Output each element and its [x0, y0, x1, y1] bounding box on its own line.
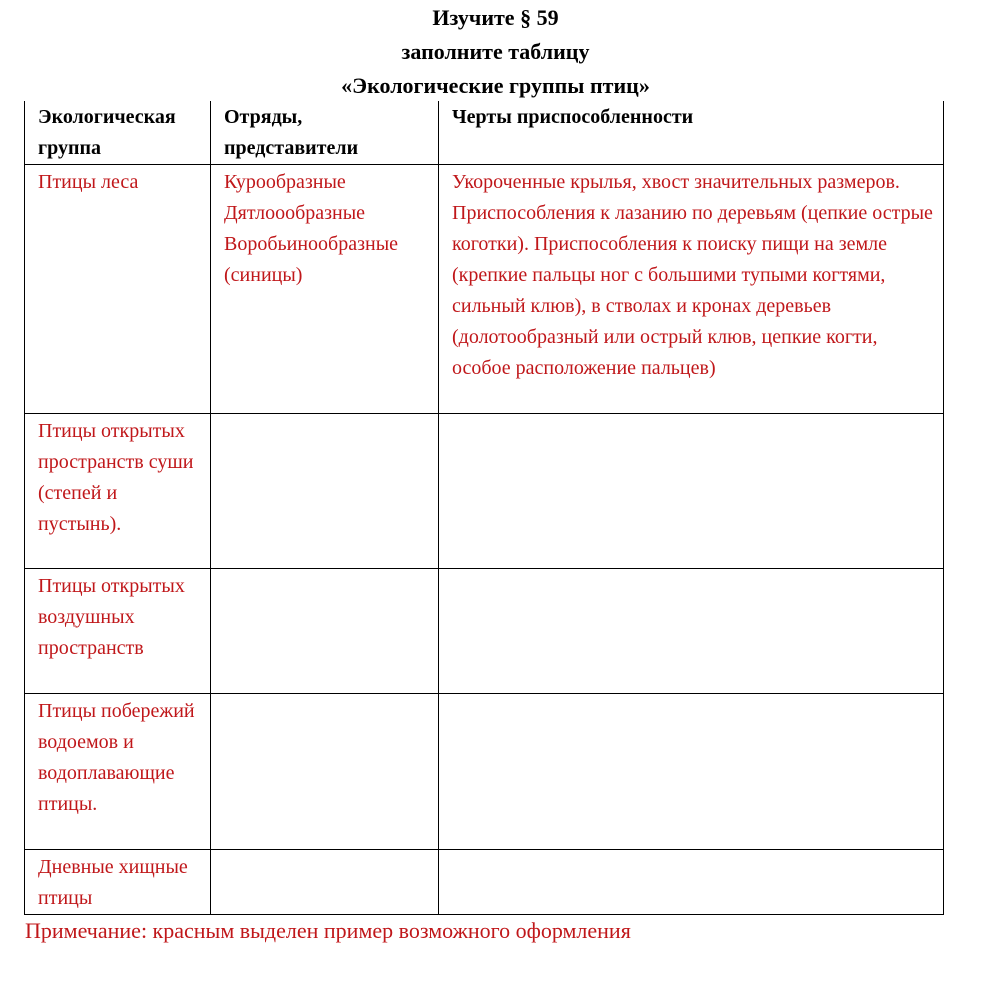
ecological-groups-table: [24, 101, 944, 915]
cell-group: Птицы побережий водоемов и водоплавающие птицы.: [25, 694, 211, 850]
column-header-group: Экологическая группа: [25, 101, 211, 165]
cell-orders: Курообразные Дятлоообразные Воробьинообразные (синицы): [211, 165, 439, 414]
cell-group: Дневные хищные птицы: [25, 850, 211, 915]
table-header-row: [25, 101, 944, 165]
cell-group: Птицы открытых воздушных пространств: [25, 569, 211, 694]
cell-group: Птицы открытых пространств суши (степей и пустынь).: [25, 414, 211, 569]
table-row: [25, 569, 944, 694]
cell-traits: Укороченные крылья, хвост значительных размеров. Приспособления к лазанию по деревьям (цепкие острые коготки). Приспособления к поиску пищи на земле (крепкие пальцы ног с большими тупыми когтями, сильный клюв), в стволах и кронах деревьев (долотообразный или острый клюв, цепкие когти, особое расположение пальцев): [439, 165, 944, 414]
cell-orders: [211, 694, 439, 850]
column-header-orders: Отряды, представители: [211, 101, 439, 165]
cell-orders: [211, 850, 439, 915]
cell-traits: [439, 694, 944, 850]
cell-orders: [211, 414, 439, 569]
title-line-3: «Экологические группы птиц»: [341, 73, 650, 98]
table-row: [25, 414, 944, 569]
cell-group: Птицы леса: [25, 165, 211, 414]
title-line-2: заполните таблицу: [401, 39, 590, 64]
table-row: [25, 850, 944, 915]
cell-orders: [211, 569, 439, 694]
column-header-traits: Черты приспособленности: [439, 101, 944, 165]
cell-traits: [439, 414, 944, 569]
title-line-1: Изучите § 59: [432, 5, 559, 30]
cell-traits: [439, 569, 944, 694]
table-row: [25, 694, 944, 850]
page-title: [0, 1, 991, 103]
footnote: Примечание: красным выделен пример возможного оформления: [25, 918, 631, 943]
cell-traits: [439, 850, 944, 915]
table-row: [25, 165, 944, 414]
